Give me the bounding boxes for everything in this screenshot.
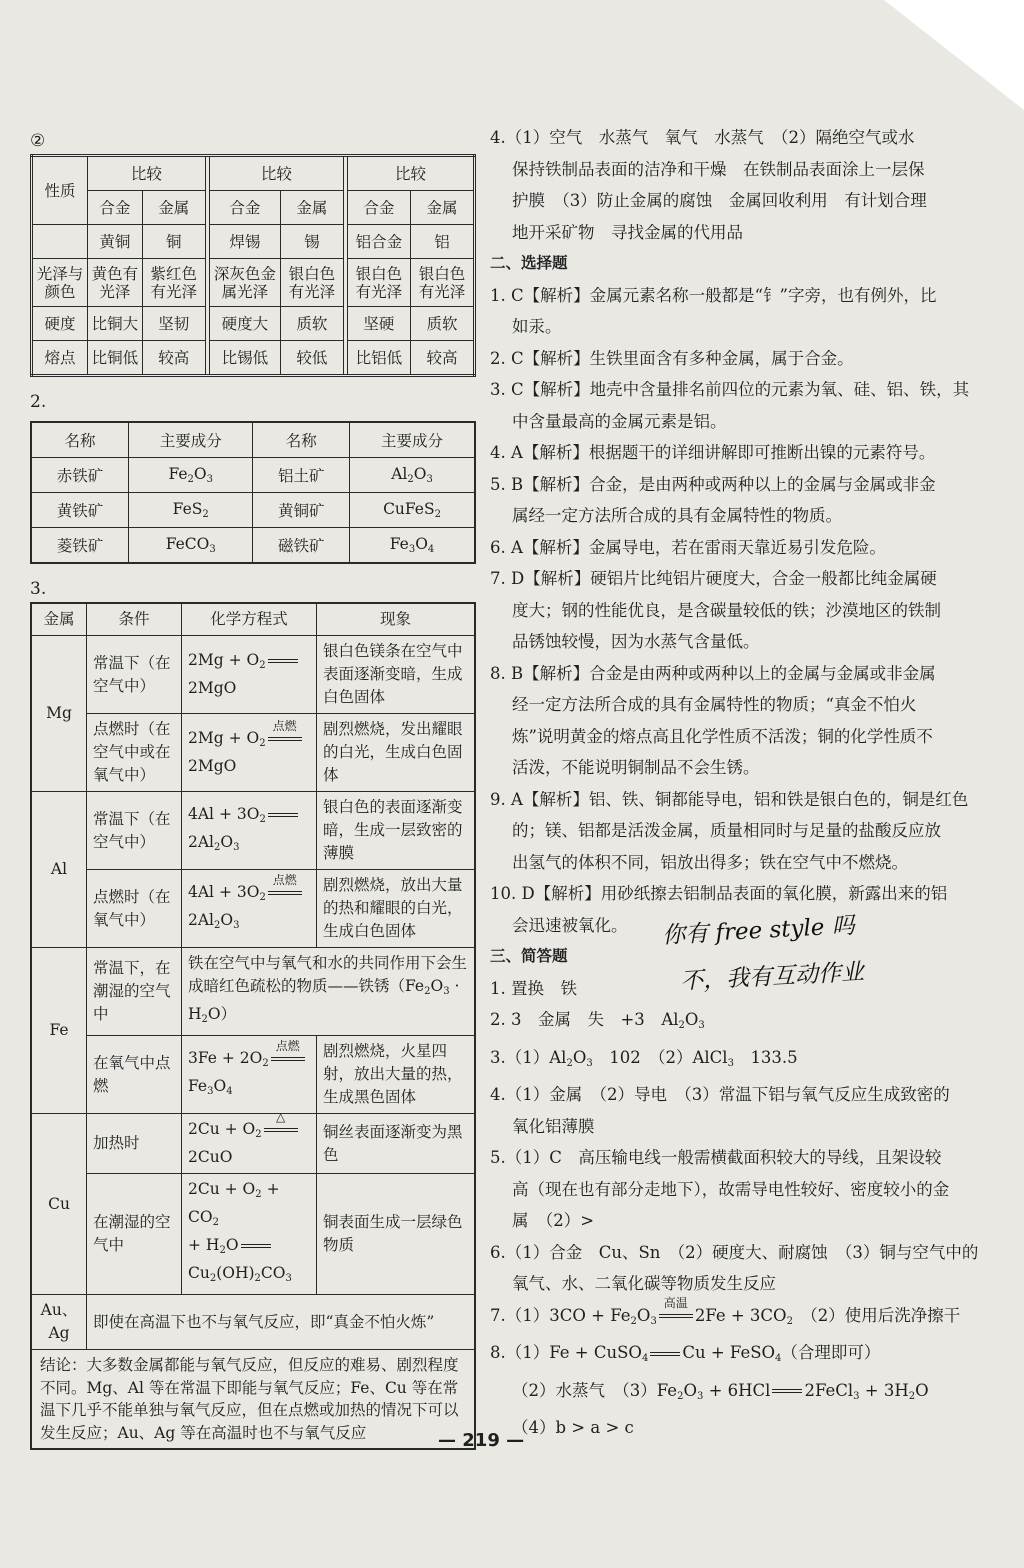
answer-line: 品锈蚀较慢，因为水蒸气含量低。 [512, 632, 760, 651]
header-composition: 主要成分 [350, 422, 475, 458]
metal-al: Al [31, 792, 87, 948]
header-property: 性质 [32, 156, 88, 225]
phenomenon: 铜表面生成一层绿色物质 [317, 1174, 476, 1295]
answer-line: 10. D【解析】用砂纸擦去铝制品表面的氧化膜，新露出来的铝 [490, 884, 948, 903]
cell-metal-name: 铝 [410, 225, 474, 259]
ore-name: 黄铜矿 [253, 493, 350, 528]
phenomenon: 铁在空气中与氧气和水的共同作用下会生成暗红色疏松的物质——铁锈$(Fe_2O_3 \cdot H_2O)$ [182, 948, 476, 1036]
cell-metal-name: 锡 [280, 225, 343, 259]
answer-line: 1. C【解析】金属元素名称一般都是“钅”字旁，也有例外，比 [490, 285, 937, 305]
table-cell: 硬度大 [209, 307, 280, 341]
header-equation: 化学方程式 [182, 603, 317, 636]
metal-au-ag: Au、Ag [31, 1295, 87, 1350]
answer-line: 度大；钢的性能优良，是含碳量较低的铁；沙漠地区的铁制 [512, 600, 941, 620]
equation: $2Mg + O_2$ 点燃 2MgO [182, 714, 317, 792]
condition: 点燃时（在氧气中） [87, 870, 182, 948]
ore-formula: FeCO$_3$ [128, 528, 253, 564]
header-name: 名称 [253, 422, 350, 458]
ore-formula: $Al_2O_3$ [350, 458, 475, 493]
table-cell: 比铜低 [87, 341, 142, 376]
table-cell: 比锡低 [209, 341, 280, 376]
answer-line: 出氢气的体积不同，铝放出得多；铁在空气中不燃烧。 [512, 852, 908, 872]
answer-line: 地开采矿物 寻找金属的代用品 [512, 222, 743, 242]
answer-line: 2. C【解析】生铁里面含有多种金属，属于合金。 [490, 348, 854, 368]
answer-line: 8.（1）Fe + CuSO$_4$ Cu + FeSO$_4$（合理即可） [490, 1343, 881, 1364]
table-cell: 深灰色金属光泽 [209, 259, 280, 307]
answer-line: $3.(1)Al_2O_3$ 102 （2）AlCl$_3$ 133.5 [490, 1047, 798, 1069]
condition: 在氧气中点燃 [87, 1036, 182, 1114]
left-column [30, 128, 476, 1450]
ore-name: 黄铁矿 [31, 493, 128, 528]
metal-fe: Fe [31, 948, 87, 1114]
answer-line: 4.（1）金属 （2）导电 （3）常温下铝与氧气反应生成致密的 [490, 1085, 950, 1104]
answer-line: 护膜 （3）防止金属的腐蚀 金属回收利用 有计划合理 [512, 191, 927, 210]
header-compare: 比较 [87, 156, 205, 191]
table-cell: 比铜大 [87, 307, 142, 341]
answer-line: 会迅速被氧化。 [512, 915, 628, 935]
header-compare: 比较 [209, 156, 343, 191]
cell-alloy-name: 焊锡 [209, 225, 280, 259]
condition: 在潮湿的空气中 [87, 1174, 182, 1295]
au-ag-note: 即使在高温下也不与氧气反应，即“真金不怕火炼” [87, 1295, 476, 1350]
table-cell: 较低 [280, 341, 343, 376]
page-corner-fold [884, 0, 1024, 110]
answer-line: 6.（1）合金 Cu、Sn （2）硬度大、耐腐蚀 （3）铜与空气中的 [490, 1242, 979, 1262]
table-cell: 坚韧 [142, 307, 205, 341]
answer-line: （4）b > a > c [512, 1418, 634, 1437]
phenomenon: 银白色的表面逐渐变暗，生成一层致密的薄膜 [317, 792, 476, 870]
answer-line: 4. A【解析】根据题干的详细讲解即可推断出镍的元素符号。 [490, 443, 936, 462]
answer-line: （2）水蒸气 $(3)Fe_2O_3 + 6HCl$ 2FeCl$_3$ + $3H_2O$ [512, 1380, 929, 1402]
table-cell: 黄色有光泽 [87, 259, 142, 307]
equation: $2Mg + O_2$ 2MgO [182, 636, 317, 714]
table-cell: 质软 [410, 307, 474, 341]
header-name: 名称 [31, 422, 128, 458]
equation: $2Cu + O_2 + CO_2$ + $H_2O$ $Cu_2(OH)_2CO_3$ [182, 1174, 317, 1295]
ore-formula: FeS$_2$ [128, 493, 253, 528]
answer-line: 1. 置换 铁 [490, 978, 577, 998]
table-cell: 银白色有光泽 [347, 259, 410, 307]
equation: $2Cu + O_2$ △ 2CuO [182, 1114, 317, 1174]
table-cell: 坚硬 [347, 307, 410, 341]
row-label: 光泽与颜色 [32, 259, 88, 307]
phenomenon: 银白色镁条在空气中表面逐渐变暗，生成白色固体 [317, 636, 476, 714]
section-heading: 二、选择题 [490, 254, 568, 272]
right-column [490, 122, 979, 1444]
table-cell: 较高 [410, 341, 474, 376]
alloy-comparison-table [30, 154, 476, 377]
answer-line: 属经一定方法所合成的具有金属特性的物质。 [512, 506, 842, 525]
header-compare: 比较 [347, 156, 474, 191]
condition: 常温下（在空气中） [87, 636, 182, 714]
row-label: 熔点 [32, 341, 88, 376]
row-label: 硬度 [32, 307, 88, 341]
equation: $4Al + 3O_2$ $2Al_2O_3$ [182, 792, 317, 870]
answer-line: 保持铁制品表面的洁净和干燥 在铁制品表面涂上一层保 [512, 159, 925, 179]
ore-name: 铝土矿 [253, 458, 350, 493]
condition: 常温下，在潮湿的空气中 [87, 948, 182, 1036]
ore-formula: $Fe_2O_3$ [128, 458, 253, 493]
handwritten-note-1: 你有 free style 吗 [661, 912, 856, 950]
answer-line: 的；镁、铝都是活泼金属，质量相同时与足量的盐酸反应放 [512, 821, 941, 840]
phenomenon: 剧烈燃烧，火星四射，放出大量的热，生成黑色固体 [317, 1036, 476, 1114]
answer-line: 4.（1）空气 水蒸气 氧气 水蒸气 （2）隔绝空气或水 [490, 128, 915, 147]
phenomenon: 剧烈燃烧，放出大量的热和耀眼的白光，生成白色固体 [317, 870, 476, 948]
answer-line: 活泼，不能说明铜制品不会生锈。 [512, 758, 760, 777]
table-cell: 比铝低 [347, 341, 410, 376]
header-metal: 金属 [142, 191, 205, 225]
header-metal: 金属 [31, 603, 87, 636]
equation: $4Al + 3O_2$ 点燃 $2Al_2O_3$ [182, 870, 317, 948]
table-cell: 银白色有光泽 [410, 259, 474, 307]
cell-alloy-name: 铝合金 [347, 225, 410, 259]
answer-line: 高（现在也有部分走地下），故需导电性较好、密度较小的金 [512, 1179, 950, 1199]
answer-line: 氧化铝薄膜 [512, 1116, 595, 1136]
equation: $3Fe + 2O_2$ 点燃 $Fe_3O_4$ [182, 1036, 317, 1114]
metal-oxygen-table [30, 602, 476, 1450]
metal-mg: Mg [31, 636, 87, 792]
condition: 常温下（在空气中） [87, 792, 182, 870]
page-number: — 219 — [438, 1430, 525, 1451]
ore-name: 赤铁矿 [31, 458, 128, 493]
ore-name: 磁铁矿 [253, 528, 350, 564]
answer-line: 中含量最高的金属元素是铝。 [512, 411, 727, 431]
header-composition: 主要成分 [128, 422, 253, 458]
section-heading: 三、简答题 [490, 947, 568, 965]
phenomenon: 铜丝表面逐渐变为黑色 [317, 1114, 476, 1174]
header-alloy: 合金 [347, 191, 410, 225]
phenomenon: 剧烈燃烧，发出耀眼的白光，生成白色固体 [317, 714, 476, 792]
ore-name: 菱铁矿 [31, 528, 128, 564]
condition: 加热时 [87, 1114, 182, 1174]
answer-line: 5. B【解析】合金，是由两种或两种以上的金属与金属或非金 [490, 474, 936, 494]
cell-alloy-name: 黄铜 [87, 225, 142, 259]
header-alloy: 合金 [87, 191, 142, 225]
header-condition: 条件 [87, 603, 182, 636]
header-metal: 金属 [410, 191, 474, 225]
header-phenomenon: 现象 [317, 603, 476, 636]
condition: 点燃时（在空气中或在氧气中） [87, 714, 182, 792]
section-1-label: ② [30, 131, 46, 151]
header-alloy: 合金 [209, 191, 280, 225]
section-2-label: 2. [30, 392, 47, 412]
table-cell: 较高 [142, 341, 205, 376]
answer-line: $7.(1)3CO + Fe_2O_3$ 高温 $2Fe + 3CO_2$ （2）使用后洗净擦干 [490, 1296, 961, 1327]
section-3-label: 3. [30, 579, 47, 599]
handwritten-note-2: 不，我有互动作业 [679, 959, 865, 995]
answer-line: 炼”说明黄金的熔点高且化学性质不活泼；铜的化学性质不 [512, 726, 933, 746]
ore-formula: CuFeS$_2$ [350, 493, 475, 528]
cell-metal-name: 铜 [142, 225, 205, 259]
ore-table [30, 421, 476, 564]
answer-line: 5.（1）C 高压输电线一般需横截面积较大的导线，且架设较 [490, 1148, 942, 1167]
table-cell: 质软 [280, 307, 343, 341]
answer-line: 6. A【解析】金属导电，若在雷雨天靠近易引发危险。 [490, 537, 886, 557]
answer-line: 经一定方法所合成的具有金属特性的物质；“真金不怕火 [512, 695, 917, 714]
conclusion: 结论：大多数金属都能与氧气反应，但反应的难易、剧烈程度不同。Mg、Al 等在常温下即能与氧气反应；Fe、Cu 等在常温下几乎不能单独与氧气反应，但在点燃或加热的情况下可以发生反应；Au、Ag 等在高温时也不与氧气反应 [31, 1350, 475, 1450]
answer-line: 2. 3 金属 失 +3 $Al_2O_3$ [490, 1010, 705, 1031]
ore-formula: $Fe_3O_4$ [350, 528, 475, 564]
answer-line: 如汞。 [512, 317, 562, 336]
table-cell: 银白色有光泽 [280, 259, 343, 307]
header-metal: 金属 [280, 191, 343, 225]
answer-line: 9. A【解析】铝、铁、铜都能导电，铝和铁是银白色的，铜是红色 [490, 789, 969, 809]
answer-line: 3. C【解析】地壳中含量排名前四位的元素为氧、硅、铝、铁，其 [490, 380, 970, 399]
answer-line: 8. B【解析】合金是由两种或两种以上的金属与金属或非金属 [490, 663, 936, 683]
table-cell: 紫红色有光泽 [142, 259, 205, 307]
metal-cu: Cu [31, 1114, 87, 1295]
answer-line: 7. D【解析】硬铝片比纯铝片硬度大，合金一般都比纯金属硬 [490, 569, 937, 588]
answer-line: 属 （2）> [512, 1211, 595, 1230]
answer-line: 氧气、水、二氧化碳等物质发生反应 [512, 1274, 776, 1293]
